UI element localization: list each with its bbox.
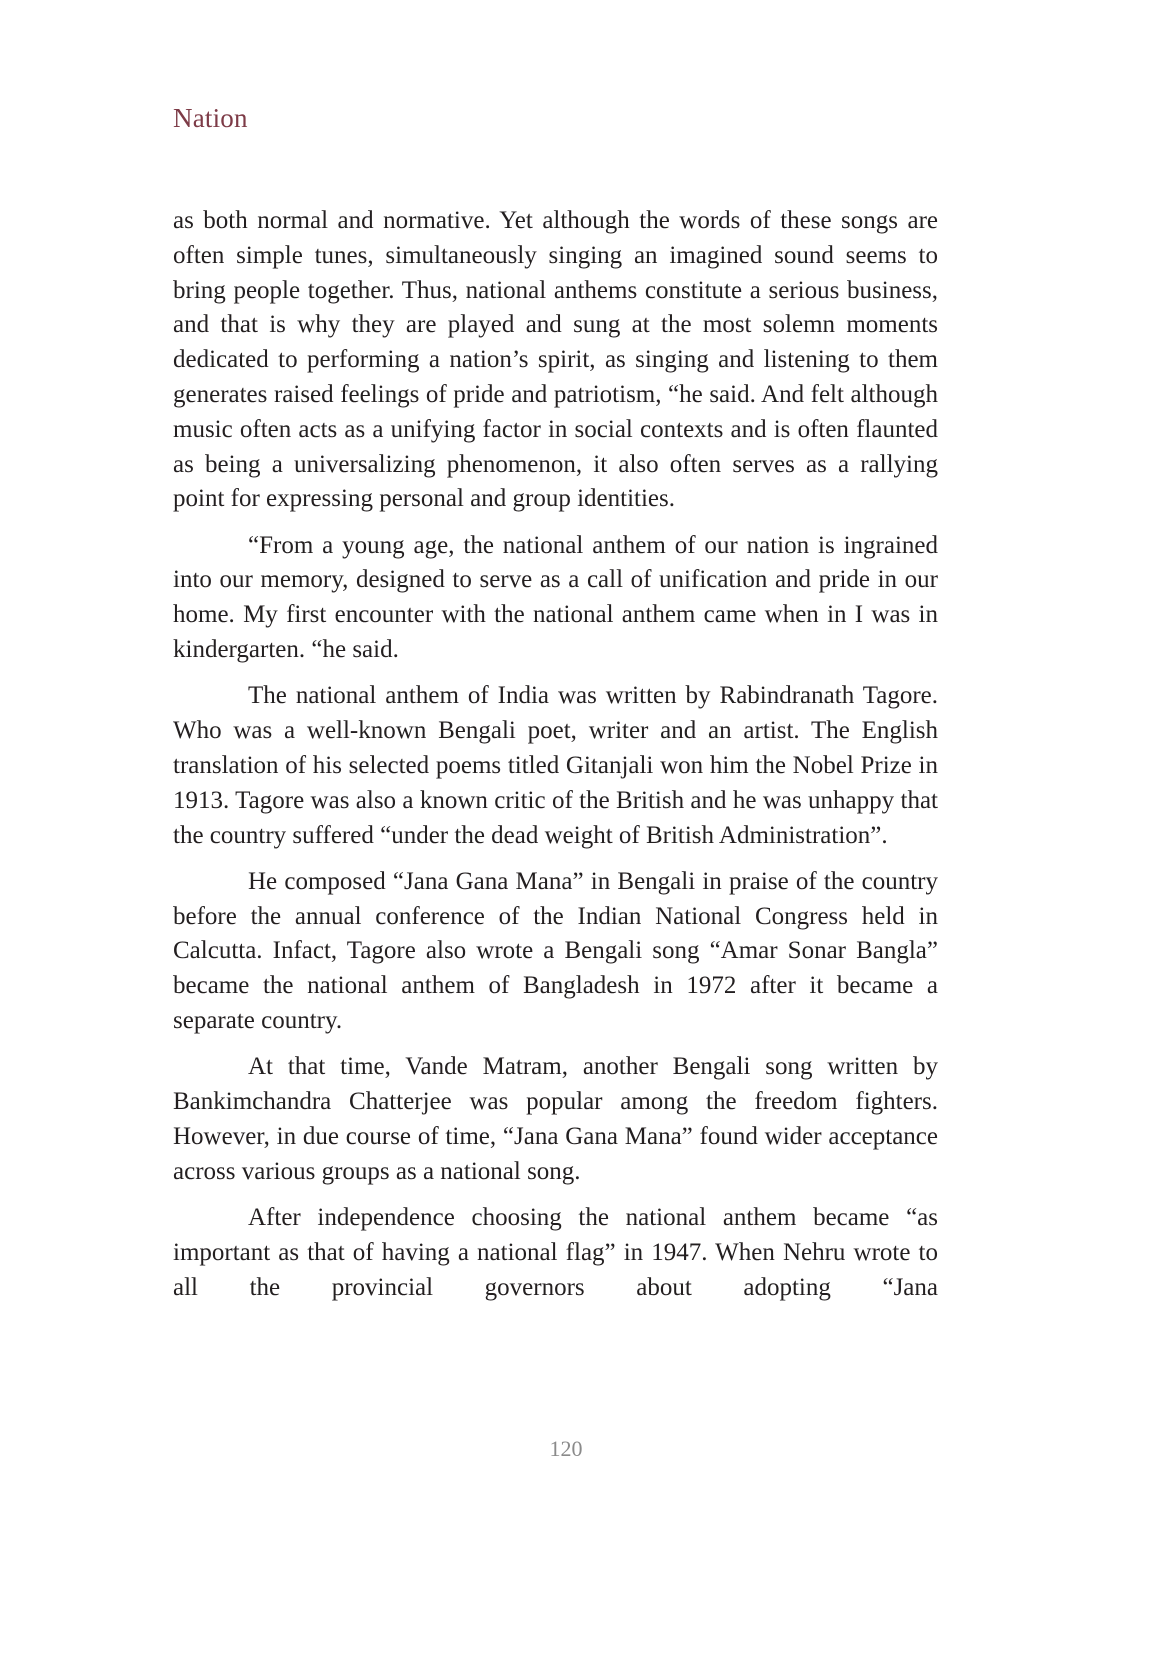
paragraph-1: as both normal and normative. Yet although the words of these songs are often simple tunes, simultaneously singing an imagined sound seems to bring people together. Thus, national anthems constitute a serious business, and that is why they are played and sung at the most solemn moments dedicated to performing a nation’s spirit, as singing and listening to them generates raised feelings of pride and patriotism, “he said. And felt although music often acts as a unifying factor in social contexts and is often flaunted as being a universalizing phenomenon, it also often serves as a rallying point for expressing personal and group identities. [173, 207, 938, 513]
paragraph-6: After independence choosing the national anthem became “as important as that of having a national flag” in 1947. When Nehru wrote to all the provincial governors about adopting “Jana [173, 1204, 938, 1301]
paragraph-3: The national anthem of India was written by Rabindranath Tagore. Who was a well-known Bengali poet, writer and an artist. The English translation of his selected poems titled Gitanjali won him the Nobel Prize in 1913. Tagore was also a known critic of the British and he was unhappy that the country suffered “under the dead weight of British Administration”. [173, 682, 938, 849]
paragraph-2: “From a young age, the national anthem of our nation is ingrained into our memory, designed to serve as a call of unification and pride in our home. My first encounter with the national anthem came when in I was in kindergarten. “he said. [173, 531, 938, 664]
paragraph-5: At that time, Vande Matram, another Bengali song written by Bankimchandra Chatterjee was popular among the freedom fighters. However, in due course of time, “Jana Gana Mana” found wider acceptance across various groups as a national song. [173, 1053, 938, 1185]
running-header-title: Nation [173, 103, 248, 133]
page-number: 120 [549, 1436, 583, 1461]
paragraph-4: He composed “Jana Gana Mana” in Bengali in praise of the country before the annual conference of the Indian National Congress held in Calcutta. Infact, Tagore also wrote a Bengali song “Amar Sonar Bangla” became the national anthem of Bangladesh in 1972 after it became a separate country. [173, 867, 938, 1035]
body-text [173, 204, 938, 1317]
